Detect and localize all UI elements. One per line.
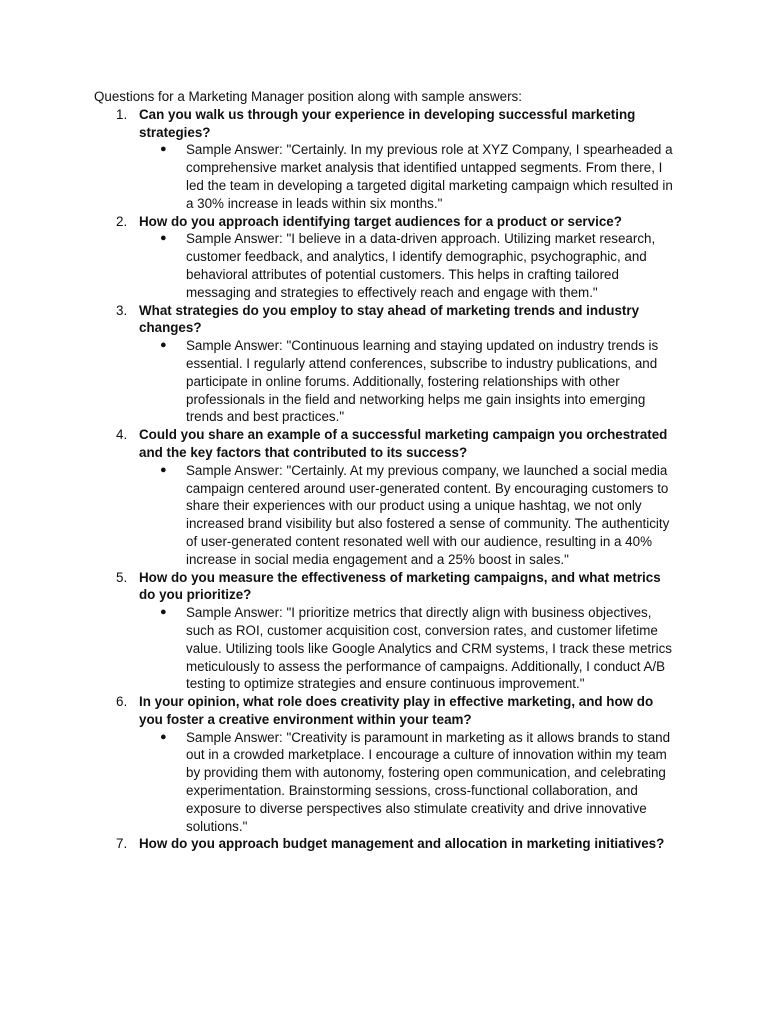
question-text: Could you share an example of a successful marketing campaign you orchestrated and the key factors that contributed to its success? [139,427,668,460]
question-item [94,569,680,694]
intro-text: Questions for a Marketing Manager position along with sample answers: [94,89,522,104]
sample-answer-text: Sample Answer: "Certainly. In my previous role at XYZ Company, I spearheaded a comprehensive market analysis that identified untapped segments. From there, I led the team in developing a targeted digital marketing campaign which resulted in a 30% increase in leads within six months." [186,142,673,211]
question-number: 1. [116,106,128,122]
answer-list [139,337,680,426]
question-text: In your opinion, what role does creativity play in effective marketing, and how do you foster a creative environment within your team? [139,694,654,727]
question-item [94,835,680,853]
question-number: 3. [116,302,128,318]
answer-item [139,604,680,693]
answer-list [139,604,680,693]
sample-answer-text: Sample Answer: "Creativity is paramount in marketing as it allows brands to stand out in a crowded marketplace. I encourage a culture of innovation within my team by providing them with autonomy, fostering open communication, and celebrating experimentation. Brainstorming sessions, cross-functional collaboration, and exposure to diverse perspectives also stimulate creativity and drive innovative solutions." [186,729,671,834]
answer-list [139,462,680,569]
question-item [94,693,680,835]
answer-item [139,230,680,301]
sample-answer-text: Sample Answer: "Continuous learning and staying updated on industry trends is essential. I regularly attend conferences, subscribe to industry publications, and participate in online forums. Additionally, fostering relationships with other professionals in the field and networking helps me gain insights into emerging trends and best practices." [186,338,659,425]
question-number: 4. [116,427,128,443]
bullet-icon: ● [160,463,167,476]
sample-answer-text: Sample Answer: "I believe in a data-driven approach. Utilizing market research, customer feedback, and analytics, I identify demographic, psychographic, and behavioral attributes of potential customers. This helps in crafting tailored messaging and strategies to effectively reach and engage with them." [186,231,656,300]
document-page [94,88,680,853]
bullet-icon: ● [160,339,167,352]
question-text: How do you approach identifying target audiences for a product or service? [139,213,622,229]
bullet-icon: ● [160,606,167,619]
question-number: 7. [116,836,128,852]
question-text: How do you measure the effectiveness of marketing campaigns, and what metrics do you prioritize? [139,569,661,603]
question-list [94,106,680,853]
answer-item [139,141,680,212]
answer-item [139,729,680,836]
question-text: Can you walk us through your experience in developing successful marketing strategies? [139,106,636,140]
answer-item [139,337,680,426]
question-item [94,106,680,213]
question-number: 2. [116,213,128,229]
sample-answer-text: Sample Answer: "I prioritize metrics that directly align with business objectives, such as ROI, customer acquisition cost, conversion rates, and customer lifetime value. Utilizing tools like Google Analytics and CRM systems, I track these metrics meticulously to assess the performance of campaigns. Additionally, I conduct A/B testing to optimize strategies and ensure continuous improvement." [186,605,672,692]
bullet-icon: ● [160,730,167,743]
question-number: 5. [116,569,128,585]
question-text: What strategies do you employ to stay ahead of marketing trends and industry changes? [139,302,640,336]
question-item [94,302,680,427]
question-item [94,426,680,568]
question-number: 6. [116,694,128,710]
question-item [94,213,680,302]
answer-list [139,230,680,301]
answer-list [139,141,680,212]
sample-answer-text: Sample Answer: "Certainly. At my previous company, we launched a social media campaign centered around user-generated content. By encouraging customers to share their experiences with our product using a unique hashtag, we not only increased brand visibility but also fostered a sense of community. The authenticity of user-generated content resonated well with our audience, resulting in a 40% increase in social media engagement and a 25% boost in sales." [186,462,670,567]
bullet-icon: ● [160,143,167,156]
bullet-icon: ● [160,232,167,245]
answer-item [139,462,680,569]
answer-list [139,729,680,836]
question-text: How do you approach budget management and allocation in marketing initiatives? [139,836,665,852]
